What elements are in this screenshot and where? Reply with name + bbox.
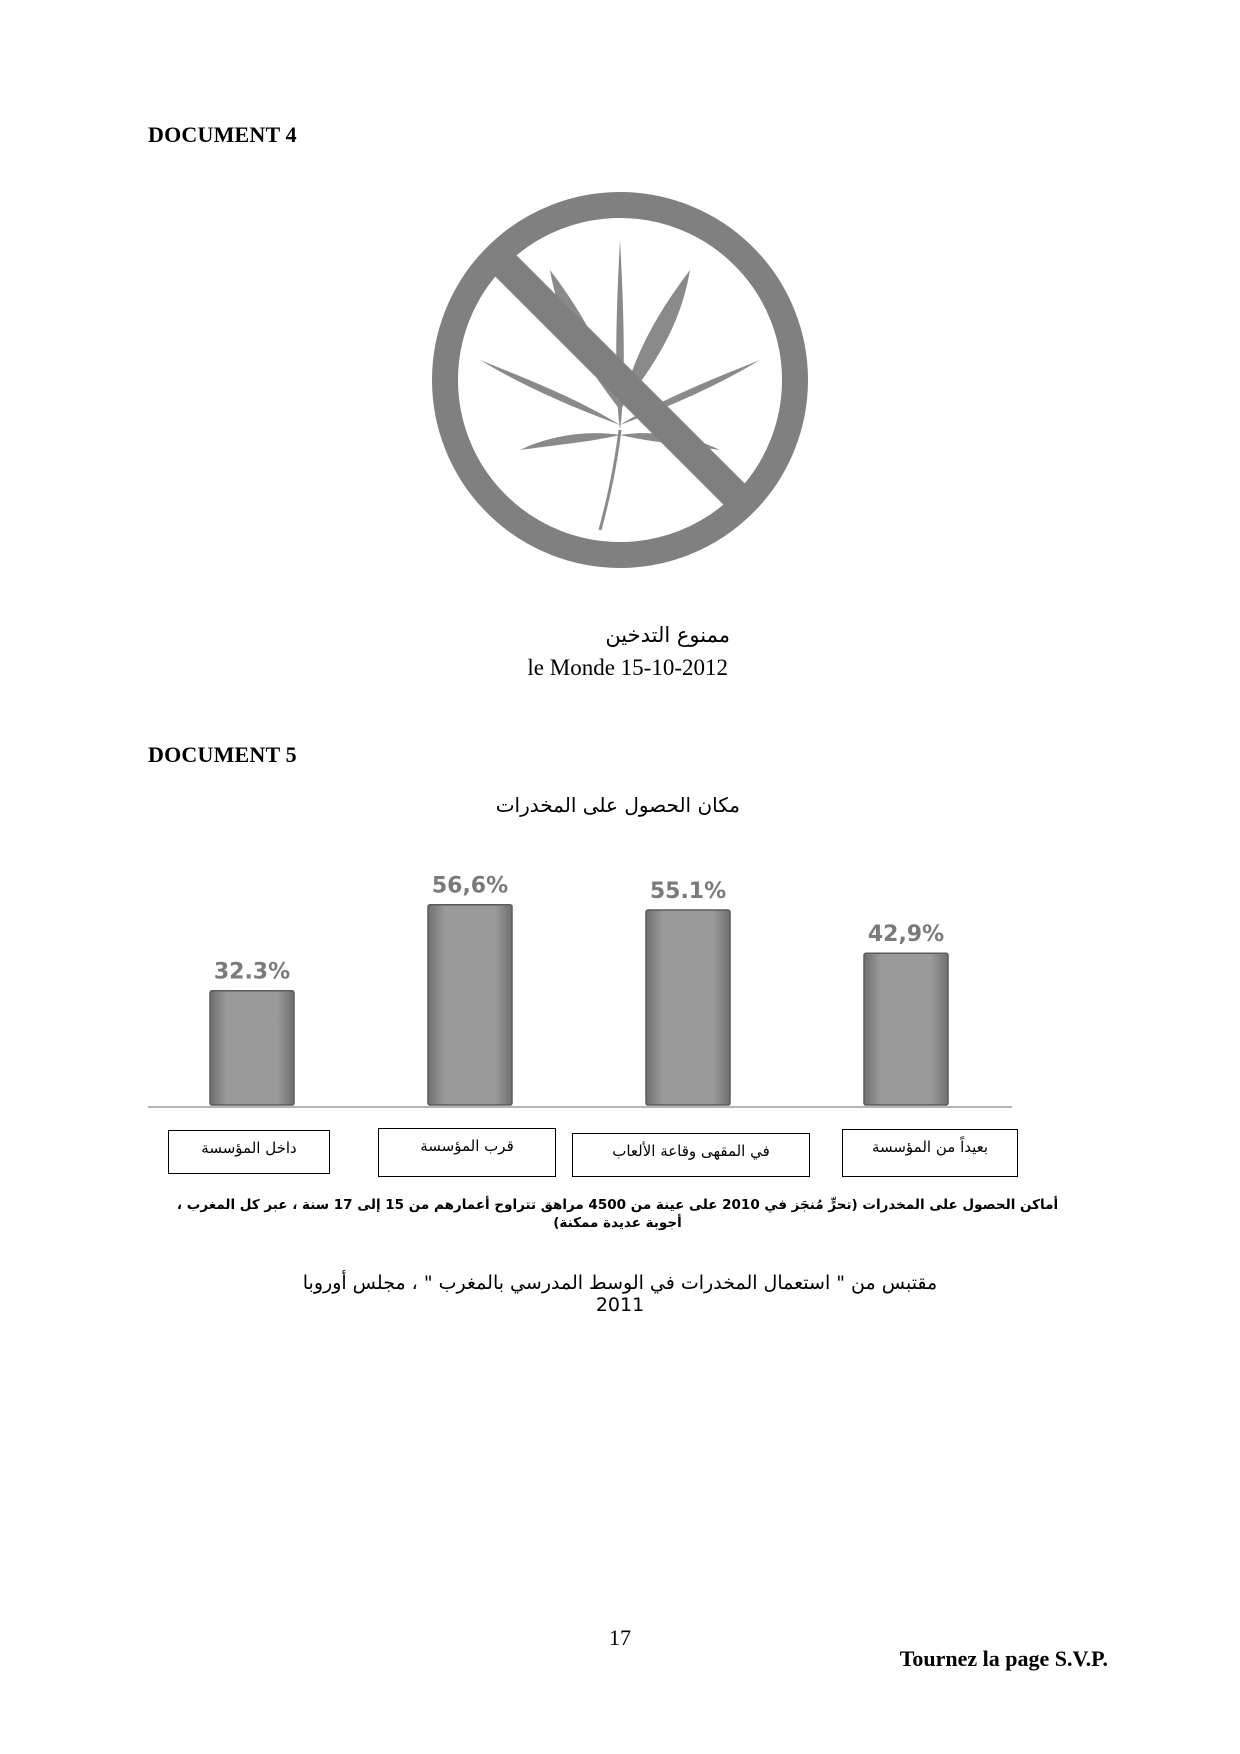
no-cannabis-sign-icon (425, 185, 815, 575)
bar-3 (646, 910, 730, 1105)
document-5-heading: DOCUMENT 5 (148, 742, 297, 767)
bar-4 (864, 953, 948, 1105)
bar-1 (210, 991, 294, 1105)
bar-value-label-2: 56,6% (431, 873, 509, 899)
turn-page-note: Tournez la page S.V.P. (899, 1646, 1108, 1671)
chart-note (150, 1196, 1085, 1232)
doc5-source: مقتبس من " استعمال المخدرات في الوسط المدرسي بالمغرب " ، مجلس أوروبا 2011 (302, 1272, 938, 1316)
category-label-1: داخل المؤسسة (168, 1130, 330, 1174)
doc4-source: le Monde 15-10-2012 (527, 655, 728, 680)
document-4-heading: DOCUMENT 4 (148, 122, 297, 147)
chart-note-line-2: أجوبة عديدة ممكنة) (553, 1215, 682, 1231)
chart-note-line-1: أماكن الحصول على المخدرات (تحرٍّ مُنجَز في 2010 على عينة من 4500 مراهق تتراوح أعمارهم من 15 إلى 17 سنة ، عبر كل المغرب ، (176, 1197, 1059, 1213)
category-label-4: بعيداً من المؤسسة (842, 1129, 1018, 1177)
bar-2 (428, 905, 512, 1105)
bar-value-label-1: 32.3% (213, 959, 291, 985)
chart-title: مكان الحصول على المخدرات (495, 793, 740, 817)
page-number: 17 (609, 1625, 631, 1650)
bar-chart (140, 855, 1020, 1115)
category-label-2: قرب المؤسسة (378, 1128, 556, 1177)
category-label-3: في المقهى وقاعة الألعاب (572, 1133, 810, 1177)
bars-group (210, 874, 948, 1105)
bar-value-label-4: 42,9% (867, 922, 945, 948)
doc4-caption-arabic: ممنوع التدخين (605, 623, 730, 647)
bar-value-label-3: 55.1% (649, 879, 727, 905)
